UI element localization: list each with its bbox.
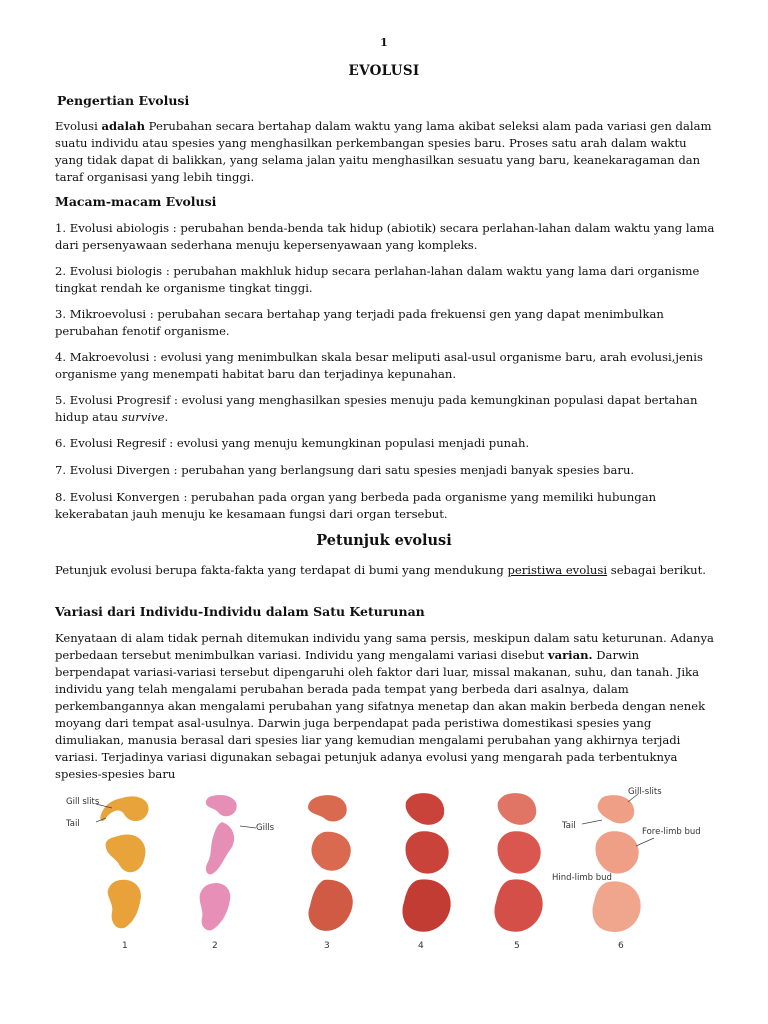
embryo-6-stage-2 xyxy=(595,831,638,873)
heading-petunjuk: Petunjuk evolusi xyxy=(316,532,452,549)
definition-text: Perubahan secara bertahap dalam waktu yang lama akibat seleksi alam pada variasi gen dalam suatu individu atau spesies yang menghasilkan perkembangan spesies baru. Proses satu arah dalam waktu yang tidak dapat di balikkan, yang selama jalan yaitu menghasilkan sesuatu yang baru, keanekaragaman dan taraf organisasi yang lebih tinggi. xyxy=(55,119,712,184)
embryo-number-2: 2 xyxy=(212,941,218,951)
variasi-bold: varian. xyxy=(547,648,593,662)
type-item-5-after: . xyxy=(164,410,169,424)
embryo-6-stage-3 xyxy=(592,881,640,932)
embryo-4-stage-3 xyxy=(402,879,450,931)
embryo-4-stage-2 xyxy=(405,831,448,873)
type-item-8: 8. Evolusi Konvergen : perubahan pada organ yang berbeda pada organisme yang memiliki hubungan kekerabatan jauh menuju ke kesamaan fungsi dari organ tersebut. xyxy=(55,490,657,521)
embryo-1-stage-1 xyxy=(100,796,148,821)
type-item-3: 3. Mikroevolusi : perubahan secara bertahap yang terjadi pada frekuensi gen yang dapat menimbulkan perubahan fenotif organisme. xyxy=(55,307,664,338)
embryo-3-stage-3 xyxy=(308,880,352,931)
embryo-2-stage-2 xyxy=(206,822,234,874)
tail-right-label: Tail xyxy=(562,821,576,831)
embryo-number-3: 3 xyxy=(324,941,330,951)
embryo-5-stage-2 xyxy=(497,831,540,873)
gill-slits-left-label: Gill slits xyxy=(66,797,100,807)
petunjuk-intro-after: sebagai berikut. xyxy=(607,563,706,577)
embryo-1-stage-2 xyxy=(106,834,146,872)
page-number: 1 xyxy=(380,36,388,49)
petunjuk-intro-before: Petunjuk evolusi berupa fakta-fakta yang terdapat di bumi yang mendukung xyxy=(55,563,508,577)
embryo-comparison-figure xyxy=(62,784,702,954)
type-item-4: 4. Makroevolusi : evolusi yang menimbulkan skala besar meliputi asal-usul organisme baru, arah evolusi,jenis organisme yang menempati habitat baru dan terjadinya kepunahan. xyxy=(55,350,703,381)
embryo-column-1 xyxy=(96,796,149,928)
embryo-number-1: 1 xyxy=(122,941,128,951)
type-item-5 xyxy=(55,392,715,426)
definition-paragraph xyxy=(55,118,715,186)
embryo-illustration xyxy=(62,784,702,954)
embryo-5-stage-3 xyxy=(494,879,542,931)
embryo-3-stage-2 xyxy=(311,832,350,871)
type-item-2: 2. Evolusi biologis : perubahan makhluk hidup secara perlahan-lahan dalam waktu yang lama dari organisme tingkat rendah ke organisme tingkat tinggi. xyxy=(55,264,700,295)
embryo-4-stage-1 xyxy=(406,793,445,825)
embryo-number-4: 4 xyxy=(418,941,424,951)
embryo-6-stage-1 xyxy=(598,795,635,823)
fore-limb-label: Fore-limb bud xyxy=(642,827,701,837)
definition-prefix: Evolusi xyxy=(55,119,102,133)
peristiwa-evolusi-link[interactable]: peristiwa evolusi xyxy=(507,563,608,577)
embryo-3-stage-1 xyxy=(308,795,347,821)
embryo-column-5 xyxy=(494,793,542,932)
type-item-5-text: 5. Evolusi Progresif : evolusi yang menghasilkan spesies menuju pada kemungkinan populasi dapat bertahan hidup atau xyxy=(55,393,698,424)
gill-slits-right-label: Gill-slits xyxy=(628,787,662,797)
gills-label: Gills xyxy=(256,823,275,833)
embryo-number-5: 5 xyxy=(514,941,520,951)
heading-pengertian: Pengertian Evolusi xyxy=(57,93,190,108)
type-item-5-italic: survive xyxy=(121,410,165,424)
heading-variasi: Variasi dari Individu-Individu dalam Satu Keturunan xyxy=(55,604,425,619)
embryo-column-3 xyxy=(308,795,353,931)
type-item-7: 7. Evolusi Divergen : perubahan yang berlangsung dari satu spesies menjadi banyak spesies baru. xyxy=(55,463,635,477)
hind-limb-label: Hind-limb bud xyxy=(552,873,612,883)
tail-left-label: Tail xyxy=(66,819,80,829)
embryo-column-6 xyxy=(582,794,654,932)
embryo-2-stage-3 xyxy=(200,883,231,930)
embryo-column-4 xyxy=(402,793,450,932)
type-item-6: 6. Evolusi Regresif : evolusi yang menuju kemungkinan populasi menjadi punah. xyxy=(55,436,530,450)
definition-bold: adalah xyxy=(101,119,145,133)
embryo-2-stage-1 xyxy=(206,795,237,816)
petunjuk-intro xyxy=(55,562,715,579)
embryo-column-2 xyxy=(200,795,256,930)
embryo-5-stage-1 xyxy=(498,793,537,825)
variasi-after: Darwin berpendapat variasi-variasi tersebut dipengaruhi oleh faktor dari luar, missal makanan, suhu, dan tanah. Jika individu yang telah mengalami perubahan berada pada tempat yang berbeda dari asalnya, dalam perkembangannya akan mengalami perubahan yang sifatnya menetap dan akan makin berbeda dengan nenek moyang dari tempat asal-usulnya. Darwin juga berpendapat pada peristiwa domestikasi spesies yang dimuliakan, manusia berasal dari spesies liar yang kemudian mengalami perubahan yang akhirnya terjadi variasi. Terjadinya variasi digunakan sebagai petunjuk adanya evolusi yang mengarah pada terbentuknya spesies-spesies baru xyxy=(55,648,706,781)
embryo-1-stage-3 xyxy=(108,880,141,929)
heading-macam: Macam-macam Evolusi xyxy=(55,194,217,209)
variasi-paragraph xyxy=(55,630,715,783)
page-title: EVOLUSI xyxy=(348,63,420,79)
embryo-number-6: 6 xyxy=(618,941,624,951)
variasi-before: Kenyataan di alam tidak pernah ditemukan individu yang sama persis, meskipun dalam satu keturunan. Adanya perbedaan tersebut menimbulkan variasi. Individu yang mengalami variasi disebut xyxy=(55,631,714,662)
type-item-1: 1. Evolusi abiologis : perubahan benda-benda tak hidup (abiotik) secara perlahan-lahan dalam waktu yang lama dari persenyawaan sederhana menuju kepersenyawaan yang kompleks. xyxy=(55,221,715,252)
